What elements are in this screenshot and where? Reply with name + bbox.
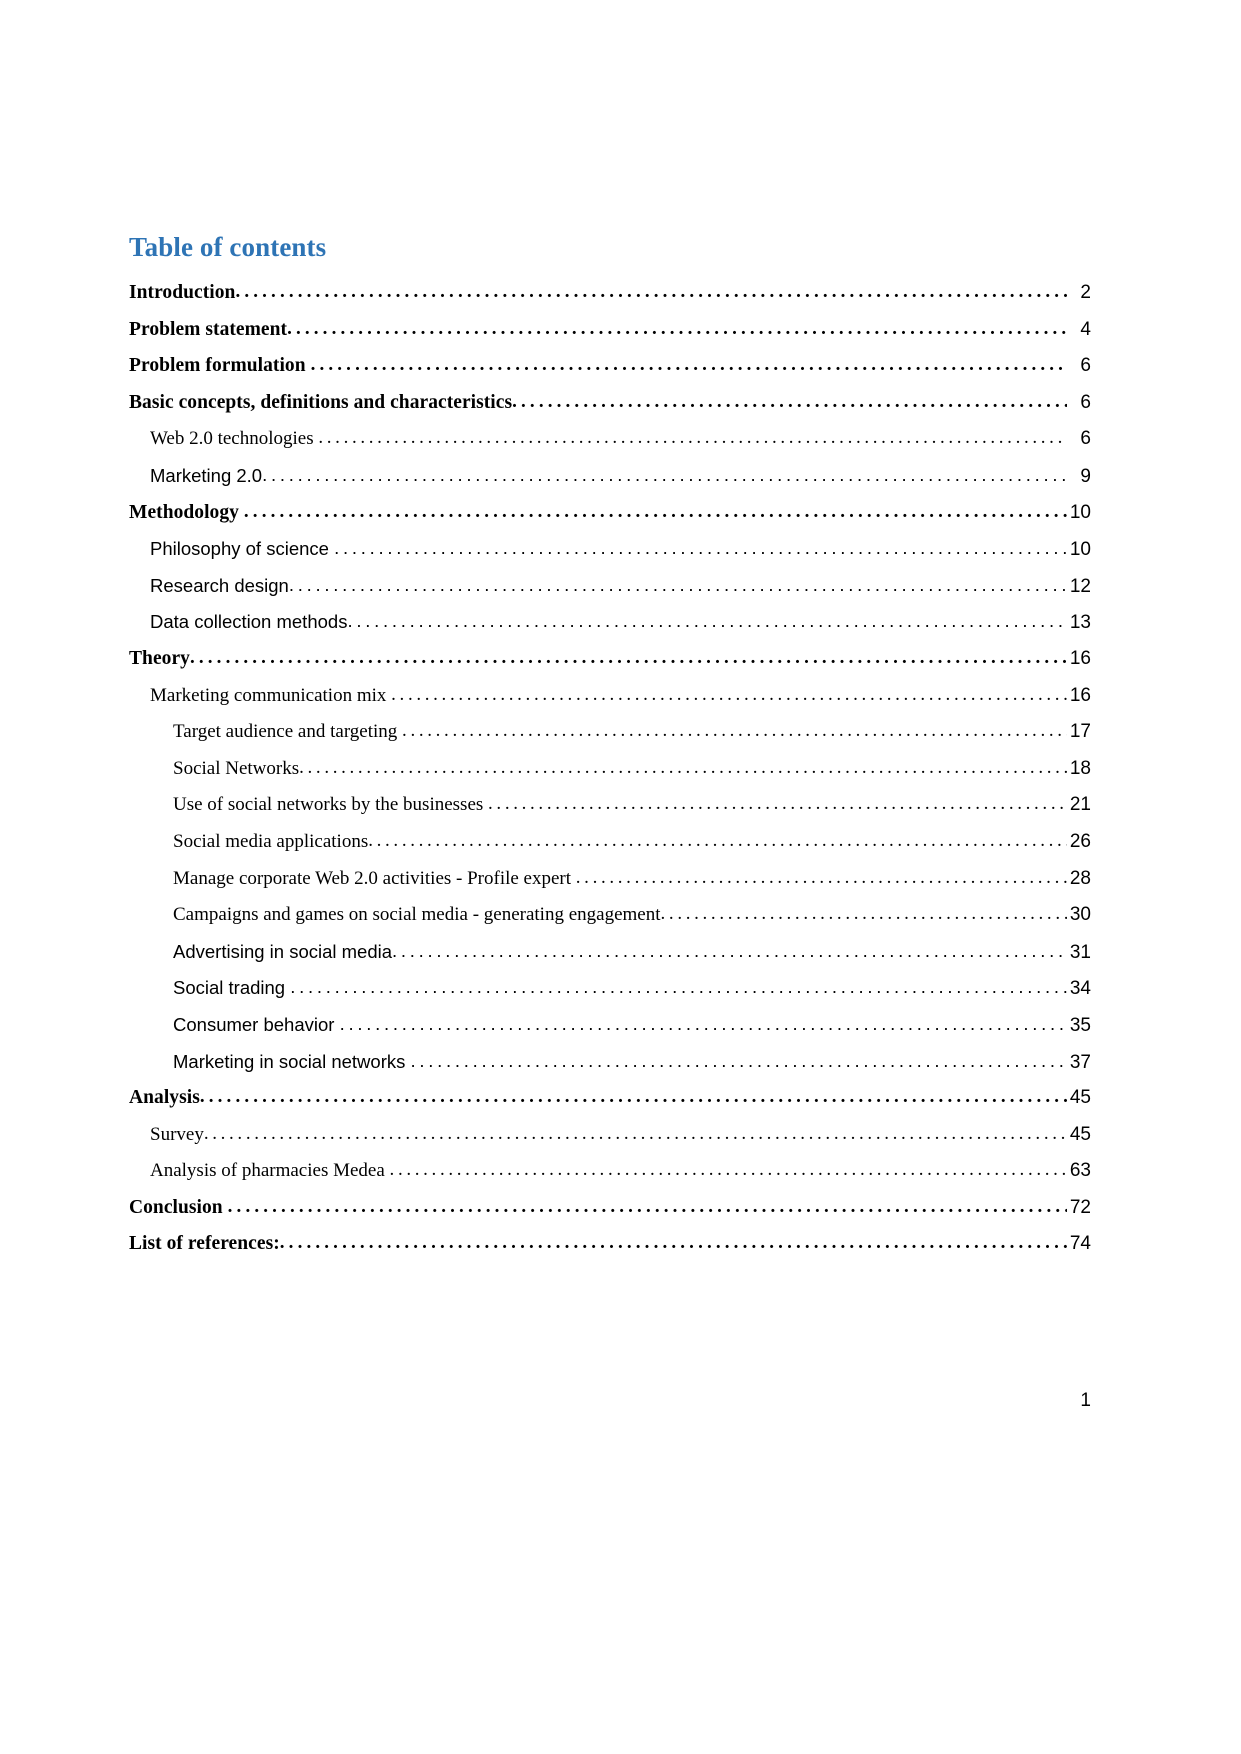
toc-entry-label: Conclusion (129, 1196, 223, 1218)
toc-entry-label: Basic concepts, definitions and characteristics (129, 391, 513, 413)
toc-dot-leader (262, 466, 1067, 482)
toc-list (129, 282, 1091, 1270)
toc-entry-label: Problem statement (129, 318, 288, 340)
toc-entry-page-number: 13 (1069, 612, 1091, 634)
toc-dot-leader (392, 942, 1067, 958)
toc-dot-leader (334, 539, 1067, 555)
toc-entry[interactable] (129, 977, 1091, 1014)
toc-entry-page-number: 9 (1080, 466, 1091, 488)
toc-entry-label: Introduction (129, 282, 236, 304)
toc-dot-leader (299, 758, 1067, 774)
toc-entry[interactable] (129, 758, 1091, 795)
toc-dot-leader (512, 392, 1067, 408)
toc-dot-leader (290, 978, 1067, 994)
toc-entry-label: Research design (150, 574, 289, 596)
toc-dot-leader (200, 1087, 1067, 1103)
toc-dot-leader (368, 831, 1067, 847)
toc-entry[interactable] (129, 538, 1091, 575)
toc-entry[interactable] (129, 1087, 1091, 1124)
toc-entry-page-number: 21 (1069, 794, 1091, 816)
toc-entry-label: Web 2.0 technologies (150, 428, 314, 450)
toc-entry[interactable] (129, 904, 1091, 941)
footer-page-number: 1 (1080, 1390, 1091, 1411)
toc-entry-label: Social trading (173, 977, 286, 999)
toc-entry-label: Marketing in social networks (173, 1050, 406, 1072)
toc-dot-leader (340, 1015, 1067, 1031)
toc-entry-page-number: 4 (1080, 318, 1091, 340)
toc-dot-leader (391, 685, 1067, 701)
toc-dot-leader (289, 576, 1067, 592)
toc-entry-label: Analysis (129, 1087, 200, 1109)
toc-entry-page-number: 45 (1069, 1123, 1091, 1145)
toc-entry-label: Advertising in social media (173, 940, 393, 962)
toc-dot-leader (228, 1197, 1067, 1213)
toc-dot-leader (318, 428, 1067, 444)
toc-entry-page-number: 2 (1080, 282, 1091, 304)
toc-entry-page-number: 16 (1069, 684, 1091, 706)
toc-entry-label: Consumer behavior (173, 1013, 335, 1035)
toc-entry-page-number: 18 (1069, 757, 1091, 779)
toc-entry[interactable] (129, 465, 1091, 502)
toc-entry-page-number: 6 (1080, 428, 1091, 450)
toc-entry-label: Problem formulation (129, 355, 306, 377)
toc-entry[interactable] (129, 1197, 1091, 1234)
toc-entry-label: Manage corporate Web 2.0 activities - Profile expert (173, 867, 572, 889)
toc-entry[interactable] (129, 721, 1091, 758)
toc-entry-page-number: 30 (1069, 904, 1091, 926)
toc-entry-page-number: 74 (1069, 1233, 1091, 1255)
toc-entry[interactable] (129, 282, 1091, 319)
toc-entry[interactable] (129, 1124, 1091, 1161)
toc-entry[interactable] (129, 1014, 1091, 1051)
toc-entry-page-number: 34 (1069, 978, 1091, 1000)
toc-dot-leader (661, 904, 1067, 920)
toc-entry-page-number: 6 (1080, 391, 1091, 413)
toc-entry-page-number: 17 (1069, 721, 1091, 743)
toc-entry[interactable] (129, 648, 1091, 685)
toc-dot-leader (488, 794, 1067, 810)
toc-entry[interactable] (129, 794, 1091, 831)
toc-entry-label: Survey (150, 1123, 204, 1145)
toc-entry-page-number: 26 (1069, 830, 1091, 852)
toc-entry-page-number: 10 (1069, 539, 1091, 561)
toc-entry-page-number: 45 (1069, 1087, 1091, 1109)
toc-entry-page-number: 63 (1069, 1160, 1091, 1182)
toc-dot-leader (347, 612, 1067, 628)
toc-entry-page-number: 35 (1069, 1014, 1091, 1036)
toc-entry[interactable] (129, 502, 1091, 539)
toc-entry-label: Marketing communication mix (150, 684, 387, 706)
toc-entry-page-number: 31 (1069, 941, 1091, 963)
page-title: Table of contents (129, 232, 327, 262)
toc-dot-leader (244, 502, 1067, 518)
toc-entry-label: Methodology (129, 501, 239, 523)
toc-entry-label: List of references: (129, 1233, 280, 1255)
toc-dot-leader (287, 319, 1067, 335)
toc-dot-leader (280, 1233, 1067, 1249)
toc-entry[interactable] (129, 575, 1091, 612)
toc-entry-label: Analysis of pharmacies Medea (150, 1160, 385, 1182)
toc-entry-page-number: 28 (1069, 867, 1091, 889)
toc-dot-leader (311, 355, 1067, 371)
toc-dot-leader (576, 868, 1067, 884)
toc-entry[interactable] (129, 428, 1091, 465)
toc-entry-label: Social media applications (173, 830, 369, 852)
toc-dot-leader (204, 1124, 1067, 1140)
toc-entry-label: Use of social networks by the businesses (173, 794, 484, 816)
toc-entry-page-number: 16 (1069, 647, 1091, 669)
toc-entry-page-number: 37 (1069, 1051, 1091, 1073)
toc-entry[interactable] (129, 1233, 1091, 1270)
toc-entry[interactable] (129, 1160, 1091, 1197)
toc-entry[interactable] (129, 611, 1091, 648)
toc-entry[interactable] (129, 941, 1091, 978)
toc-entry-label: Social Networks (173, 757, 300, 779)
toc-entry[interactable] (129, 392, 1091, 429)
toc-dot-leader (411, 1052, 1067, 1068)
toc-entry-label: Campaigns and games on social media - generating engagement (173, 904, 661, 926)
toc-entry[interactable] (129, 355, 1091, 392)
toc-entry-label: Target audience and targeting (173, 721, 398, 743)
toc-entry[interactable] (129, 319, 1091, 356)
toc-dot-leader (235, 282, 1067, 298)
toc-container (129, 232, 1091, 1270)
toc-entry[interactable] (129, 685, 1091, 722)
toc-entry-page-number: 10 (1069, 501, 1091, 523)
toc-entry[interactable] (129, 1051, 1091, 1088)
toc-entry-label: Philosophy of science (150, 538, 329, 560)
toc-dot-leader (390, 1160, 1067, 1176)
toc-entry-page-number: 72 (1069, 1196, 1091, 1218)
toc-dot-leader (190, 648, 1067, 664)
toc-entry-label: Marketing 2.0 (150, 465, 263, 487)
toc-entry[interactable] (129, 868, 1091, 905)
toc-entry-label: Data collection methods (150, 611, 348, 633)
toc-dot-leader (402, 721, 1067, 737)
toc-entry[interactable] (129, 831, 1091, 868)
toc-entry-page-number: 12 (1069, 575, 1091, 597)
toc-entry-label: Theory (129, 647, 190, 669)
toc-entry-page-number: 6 (1080, 355, 1091, 377)
